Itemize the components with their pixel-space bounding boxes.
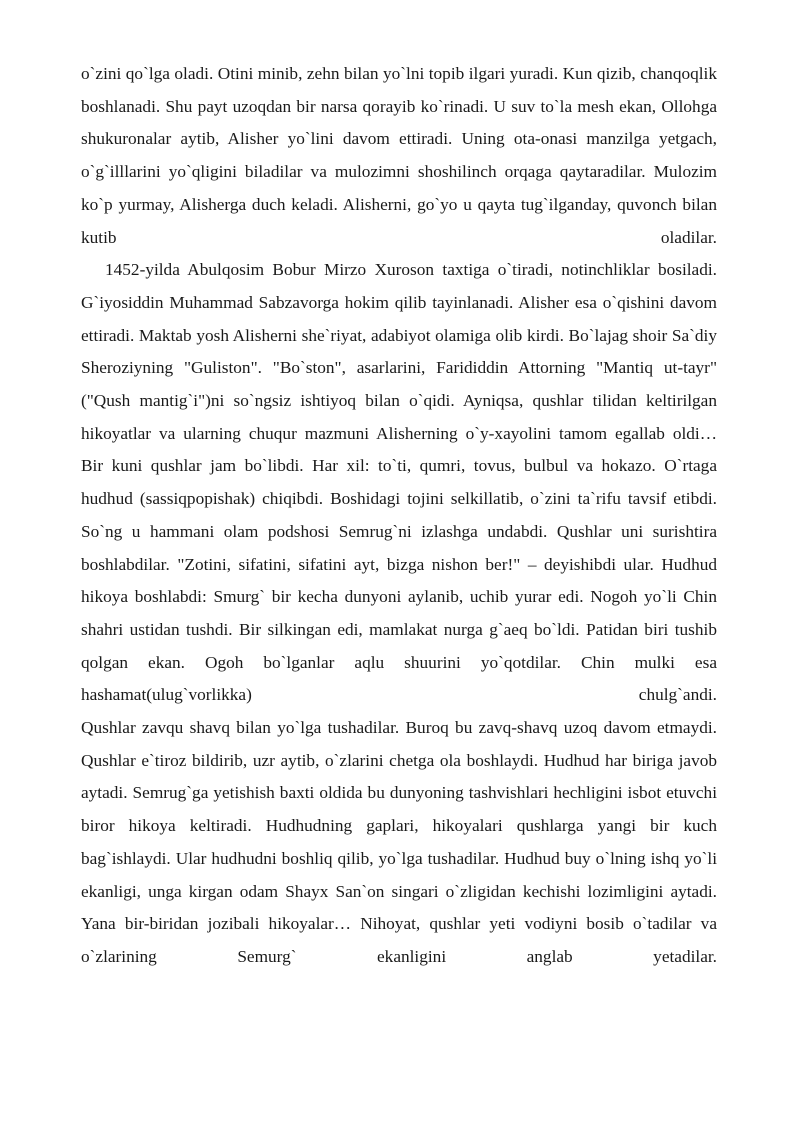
paragraph-4: Qushlar zavqu shavq bilan yo`lga tushadilar. Buroq bu zavq-shavq uzoq davom etmaydi. Qushlar e`tiroz bildirib, uzr aytib, o`zlarini chetga ola boshlaydi. Hudhud har biriga javob aytadi. Semrug`ga yetishish baxti oldida bu dunyoning tashvishlari hechligini isbot etuvchi biror hikoya keltiradi. Hudhudning gaplari, hikoyalari qushlarga yangi bir kuch bag`ishlaydi. Ular hudhudni boshliq qilib, yo`lga tushadilar. Hudhud buy o`lning ishq yo`li ekanligi, unga kirgan odam Shayx San`on singari o`zligidan kechishi lozimligini aytadi. Yana bir-biridan jozibali hikoyalar… Nihoyat, qushlar yeti vodiyni bosib o`tadilar va o`zlarining Semurg` ekanligini anglab yetadilar. — [81, 718, 717, 966]
paragraph-1: o`zini qo`lga oladi. Otini minib, zehn bilan yo`lni topib ilgari yuradi. Kun qizib, chanqoqlik boshlanadi. Shu payt uzoqdan bir narsa qorayib ko`rinadi. U suv to`la mesh ekan, Ollohga shukuronalar aytib, Alisher yo`lini davom ettiradi. Uning ota-onasi manzilga yetgach, o`g`illlarini yo`qligini biladilar va mulozimni shoshilinch orqaga qaytaradilar. Mulozim ko`p yurmay, Alisherga duch keladi. Alisherni, go`yo u qayta tug`ilganday, quvonch bilan kutib oladilar. — [81, 64, 717, 247]
paragraph-2: 1452-yilda Abulqosim Bobur Mirzo Xuroson taxtiga o`tiradi, notinchliklar bosiladi. G`iyosiddin Muhammad Sabzavorga hokim qilib tayinlanadi. Alisher esa o`qishini davom ettiradi. Maktab yosh Alisherni she`riyat, adabiyot olamiga olib kirdi. Bo`lajag shoir Sa`diy Sheroziyning "Guliston". "Bo`ston", asarlarini, Farididdin Attorning "Mantiq ut-tayr"("Qush mantig`i")ni so`ngsiz ishtiyoq bilan o`qidi. Ayniqsa, qushlar tilidan keltirilgan hikoyatlar va ularning chuqur mazmuni Alisherning o`y-xayolini tamom egallab oldi… — [81, 260, 717, 443]
paragraph-3: Bir kuni qushlar jam bo`libdi. Har xil: to`ti, qumri, tovus, bulbul va hokazo. O`rtaga hudhud (sassiqpopishak) chiqibdi. Boshidagi tojini selkillatib, o`zini ta`rifu tavsif etibdi. So`ng u hammani olam podshosi Semrug`ni izlashga undabdi. Qushlar uni surishtira boshlabdilar. "Zotini, sifatini, sifatini ayt, bizga nishon ber!" – deyishibdi ular. Hudhud hikoya boshlabdi: Smurg` bir kecha dunyoni aylanib, uchib yurar edi. Nogoh yo`li Chin shahri ustidan tushdi. Bir silkingan edi, mamlakat nurga g`aeq bo`ldi. Patidan biri tushib qolgan ekan. Ogoh bo`lganlar aqlu shuurini yo`qotdilar. Chin mulki esa hashamat(ulug`vorlikka) chulg`andi. — [81, 456, 717, 705]
document-page — [81, 58, 717, 974]
